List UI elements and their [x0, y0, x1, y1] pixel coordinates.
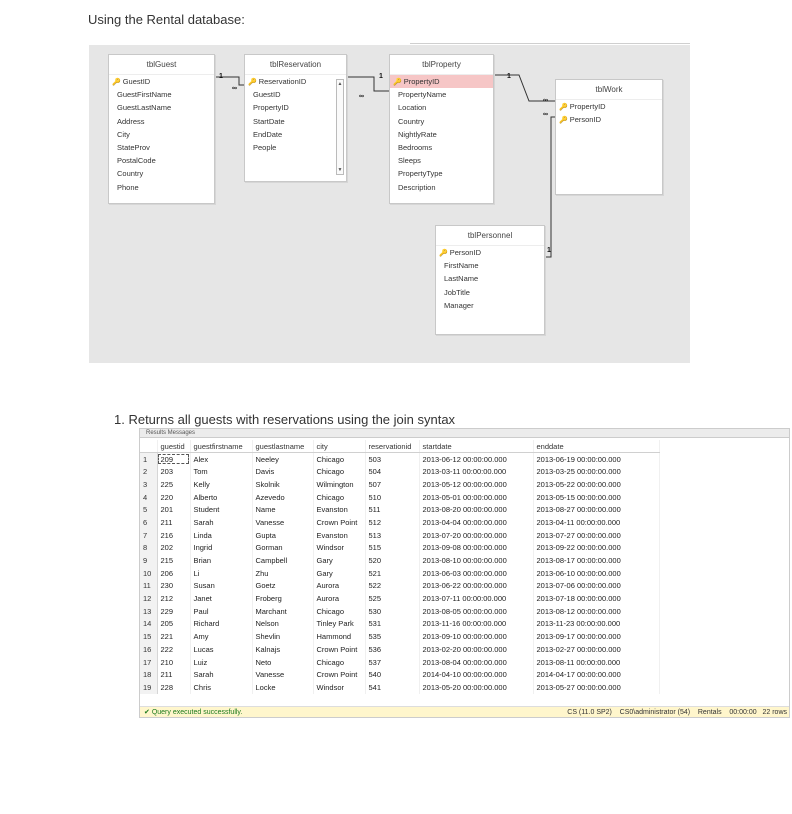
table-cell[interactable]: Alberto: [190, 491, 252, 504]
table-cell[interactable]: Alex: [190, 453, 252, 466]
database-diagram: [89, 45, 690, 363]
key-icon: 🔑: [393, 79, 402, 86]
table-cell[interactable]: 216: [157, 529, 190, 542]
field[interactable]: Phone: [117, 182, 139, 192]
table-cell[interactable]: Susan: [190, 580, 252, 593]
table-cell[interactable]: 2013-02-20 00:00:00.000: [419, 643, 533, 656]
question-text: 1. Returns all guests with reservations using the join syntax: [114, 412, 456, 427]
table-cell[interactable]: Kalnajs: [252, 643, 313, 656]
results-table: [140, 440, 660, 694]
table-cell[interactable]: 2013-07-18 00:00:00.000: [533, 592, 659, 605]
table-guest[interactable]: [108, 54, 215, 204]
status-bar: [140, 706, 789, 717]
table-row[interactable]: [140, 542, 659, 555]
table-cell[interactable]: 2013-11-16 00:00:00.000: [419, 618, 533, 631]
row-number[interactable]: 9: [140, 554, 157, 567]
table-row[interactable]: [140, 643, 659, 656]
table-cell[interactable]: Chicago: [313, 656, 365, 669]
table-cell[interactable]: Ingrid: [190, 542, 252, 555]
table-cell[interactable]: Windsor: [313, 681, 365, 694]
table-cell[interactable]: 203: [157, 465, 190, 478]
table-title: tblProperty: [390, 55, 493, 75]
rel-one-label: 1: [547, 247, 551, 254]
rel-one-label: 1: [507, 73, 511, 80]
table-cell[interactable]: 2013-07-27 00:00:00.000: [533, 529, 659, 542]
field[interactable]: Location: [398, 103, 427, 113]
table-cell[interactable]: 541: [365, 681, 419, 694]
table-cell[interactable]: 2013-02-27 00:00:00.000: [533, 643, 659, 656]
table-cell[interactable]: 531: [365, 618, 419, 631]
rel-many-label: ∞: [543, 111, 548, 118]
field-primary-key[interactable]: 🔑 PropertyID: [390, 75, 493, 88]
table-cell[interactable]: Chicago: [313, 605, 365, 618]
row-number[interactable]: 5: [140, 503, 157, 516]
table-cell[interactable]: 2014-04-10 00:00:00.000: [419, 668, 533, 681]
table-row[interactable]: [140, 503, 659, 516]
table-cell[interactable]: 2013-07-06 00:00:00.000: [533, 580, 659, 593]
table-cell[interactable]: 229: [157, 605, 190, 618]
row-number[interactable]: 3: [140, 478, 157, 491]
row-number[interactable]: 13: [140, 605, 157, 618]
table-cell[interactable]: 504: [365, 465, 419, 478]
column-header[interactable]: guestid: [157, 440, 190, 453]
rel-many-label: ∞: [543, 97, 548, 104]
table-cell[interactable]: 2013-11-23 00:00:00.000: [533, 618, 659, 631]
table-cell[interactable]: Gary: [313, 567, 365, 580]
field[interactable]: PostalCode: [117, 156, 156, 166]
table-cell[interactable]: Janet: [190, 592, 252, 605]
table-cell[interactable]: Campbell: [252, 554, 313, 567]
table-cell[interactable]: 2013-09-17 00:00:00.000: [533, 630, 659, 643]
table-row[interactable]: [140, 516, 659, 529]
table-cell[interactable]: 525: [365, 592, 419, 605]
field[interactable]: JobTitle: [444, 287, 470, 297]
row-number[interactable]: 16: [140, 643, 157, 656]
table-cell[interactable]: 536: [365, 643, 419, 656]
field[interactable]: LastName: [444, 274, 479, 284]
results-grid[interactable]: [139, 428, 790, 718]
row-number[interactable]: 7: [140, 529, 157, 542]
table-cell[interactable]: Crown Point: [313, 516, 365, 529]
scrollbar[interactable]: [336, 79, 344, 175]
table-cell[interactable]: Amy: [190, 630, 252, 643]
row-number[interactable]: 12: [140, 592, 157, 605]
row-number[interactable]: 6: [140, 516, 157, 529]
field[interactable]: StartDate: [253, 116, 285, 126]
rel-one-label: 1: [219, 73, 223, 80]
table-cell[interactable]: Neeley: [252, 453, 313, 466]
table-cell[interactable]: 2013-06-12 00:00:00.000: [419, 453, 533, 466]
table-cell[interactable]: 2013-06-19 00:00:00.000: [533, 453, 659, 466]
table-cell[interactable]: Vanesse: [252, 668, 313, 681]
table-cell[interactable]: 2013-06-10 00:00:00.000: [533, 567, 659, 580]
table-row[interactable]: [140, 529, 659, 542]
table-cell[interactable]: 2013-08-10 00:00:00.000: [419, 554, 533, 567]
table-cell[interactable]: 540: [365, 668, 419, 681]
table-cell[interactable]: 507: [365, 478, 419, 491]
row-number[interactable]: 4: [140, 491, 157, 504]
table-row[interactable]: [140, 605, 659, 618]
column-header[interactable]: reservationid: [365, 440, 419, 453]
table-cell[interactable]: Windsor: [313, 542, 365, 555]
table-cell[interactable]: 537: [365, 656, 419, 669]
table-title: tblReservation: [245, 55, 346, 75]
table-cell[interactable]: Tinley Park: [313, 618, 365, 631]
header-row: [140, 440, 659, 453]
table-cell[interactable]: Chicago: [313, 453, 365, 466]
table-row[interactable]: [140, 618, 659, 631]
table-cell[interactable]: Aurora: [313, 580, 365, 593]
table-cell[interactable]: 2013-08-20 00:00:00.000: [419, 503, 533, 516]
column-header[interactable]: city: [313, 440, 365, 453]
table-cell[interactable]: 2013-04-11 00:00:00.000: [533, 516, 659, 529]
table-cell[interactable]: Chris: [190, 681, 252, 694]
table-cell[interactable]: 530: [365, 605, 419, 618]
table-reservation[interactable]: [244, 54, 347, 182]
table-cell[interactable]: Goetz: [252, 580, 313, 593]
table-cell[interactable]: Gupta: [252, 529, 313, 542]
table-cell[interactable]: 2013-05-20 00:00:00.000: [419, 681, 533, 694]
row-number[interactable]: 17: [140, 656, 157, 669]
table-cell[interactable]: Brian: [190, 554, 252, 567]
table-cell[interactable]: Nelson: [252, 618, 313, 631]
field[interactable]: People: [253, 142, 277, 152]
field[interactable]: GuestFirstName: [117, 90, 172, 100]
field[interactable]: City: [117, 129, 130, 139]
table-cell[interactable]: 2013-05-27 00:00:00.000: [533, 681, 659, 694]
table-cell[interactable]: 206: [157, 567, 190, 580]
table-cell[interactable]: 2014-04-17 00:00:00.000: [533, 668, 659, 681]
table-cell[interactable]: Locke: [252, 681, 313, 694]
table-cell[interactable]: Linda: [190, 529, 252, 542]
table-cell[interactable]: 2013-05-12 00:00:00.000: [419, 478, 533, 491]
key-icon: 🔑: [439, 250, 448, 257]
table-cell[interactable]: 512: [365, 516, 419, 529]
table-cell[interactable]: 209: [157, 453, 190, 466]
table-cell[interactable]: 2013-06-22 00:00:00.000: [419, 580, 533, 593]
table-cell[interactable]: 211: [157, 516, 190, 529]
table-cell[interactable]: 225: [157, 478, 190, 491]
table-cell[interactable]: Evanston: [313, 529, 365, 542]
table-cell[interactable]: 2013-08-12 00:00:00.000: [533, 605, 659, 618]
table-cell[interactable]: Zhu: [252, 567, 313, 580]
table-cell[interactable]: 521: [365, 567, 419, 580]
table-cell[interactable]: Gorman: [252, 542, 313, 555]
table-row[interactable]: [140, 668, 659, 681]
table-cell[interactable]: 228: [157, 681, 190, 694]
table-cell[interactable]: Davis: [252, 465, 313, 478]
column-header[interactable]: guestlastname: [252, 440, 313, 453]
field-primary-key[interactable]: 🔑 PersonID: [559, 115, 601, 125]
table-cell[interactable]: Hammond: [313, 630, 365, 643]
scroll-down-icon[interactable]: ▼: [337, 167, 343, 173]
status-info: CS (11.0 SP2) CS0\administrator (54) Rentals 00:00:00 22 rows: [567, 709, 787, 716]
field[interactable]: Manager: [444, 300, 474, 310]
table-cell[interactable]: 210: [157, 656, 190, 669]
table-cell[interactable]: 2013-03-11 00:00:00.000: [419, 465, 533, 478]
table-row[interactable]: [140, 491, 659, 504]
row-number[interactable]: 11: [140, 580, 157, 593]
table-cell[interactable]: 2013-09-10 00:00:00.000: [419, 630, 533, 643]
table-cell[interactable]: 511: [365, 503, 419, 516]
row-number[interactable]: 15: [140, 630, 157, 643]
key-icon: 🔑: [112, 79, 121, 86]
results-body: [140, 453, 659, 694]
table-cell[interactable]: 2013-05-22 00:00:00.000: [533, 478, 659, 491]
rel-many-label: ∞: [232, 85, 237, 92]
table-cell[interactable]: 2013-07-20 00:00:00.000: [419, 529, 533, 542]
table-cell[interactable]: Chicago: [313, 491, 365, 504]
field[interactable]: PropertyID: [253, 103, 289, 113]
scroll-up-icon[interactable]: ▲: [337, 81, 343, 87]
key-icon: 🔑: [559, 104, 568, 111]
table-cell[interactable]: Shevlin: [252, 630, 313, 643]
table-row[interactable]: [140, 630, 659, 643]
table-cell[interactable]: Neto: [252, 656, 313, 669]
table-title: tblGuest: [109, 55, 214, 75]
table-cell[interactable]: 205: [157, 618, 190, 631]
row-number[interactable]: 18: [140, 668, 157, 681]
table-row[interactable]: [140, 465, 659, 478]
column-header[interactable]: enddate: [533, 440, 659, 453]
table-property[interactable]: [389, 54, 494, 204]
table-row[interactable]: [140, 453, 659, 466]
table-cell[interactable]: Student: [190, 503, 252, 516]
table-cell[interactable]: 212: [157, 592, 190, 605]
table-cell[interactable]: Wilmington: [313, 478, 365, 491]
table-row[interactable]: [140, 580, 659, 593]
check-icon: ✔: [144, 709, 150, 716]
table-row[interactable]: [140, 656, 659, 669]
table-cell[interactable]: 230: [157, 580, 190, 593]
field[interactable]: StateProv: [117, 142, 150, 152]
table-cell[interactable]: Tom: [190, 465, 252, 478]
table-cell[interactable]: Richard: [190, 618, 252, 631]
table-cell[interactable]: Gary: [313, 554, 365, 567]
rel-personnel-work: [545, 117, 555, 257]
table-cell[interactable]: 2013-08-04 00:00:00.000: [419, 656, 533, 669]
table-cell[interactable]: 2013-06-03 00:00:00.000: [419, 567, 533, 580]
table-cell[interactable]: Kelly: [190, 478, 252, 491]
field[interactable]: Bedrooms: [398, 142, 433, 152]
table-cell[interactable]: 2013-07-11 00:00:00.000: [419, 592, 533, 605]
table-cell[interactable]: 211: [157, 668, 190, 681]
table-cell[interactable]: 222: [157, 643, 190, 656]
table-row[interactable]: [140, 554, 659, 567]
field[interactable]: Country: [117, 169, 144, 179]
table-cell[interactable]: 2013-08-27 00:00:00.000: [533, 503, 659, 516]
table-cell[interactable]: 2013-08-17 00:00:00.000: [533, 554, 659, 567]
table-cell[interactable]: 2013-03-25 00:00:00.000: [533, 465, 659, 478]
table-row[interactable]: [140, 592, 659, 605]
field[interactable]: GuestLastName: [117, 103, 172, 113]
field[interactable]: Address: [117, 116, 145, 126]
field[interactable]: EndDate: [253, 129, 283, 139]
key-icon: 🔑: [248, 79, 257, 86]
table-cell[interactable]: 201: [157, 503, 190, 516]
page-heading: Using the Rental database:: [88, 12, 245, 27]
row-number[interactable]: 19: [140, 681, 157, 694]
column-header[interactable]: guestfirstname: [190, 440, 252, 453]
table-cell[interactable]: 510: [365, 491, 419, 504]
rel-many-label: ∞: [359, 93, 364, 100]
table-cell[interactable]: Lucas: [190, 643, 252, 656]
table-cell[interactable]: Crown Point: [313, 643, 365, 656]
table-cell[interactable]: 522: [365, 580, 419, 593]
table-cell[interactable]: Luiz: [190, 656, 252, 669]
table-cell[interactable]: Sarah: [190, 668, 252, 681]
field-primary-key[interactable]: 🔑 PersonID: [439, 248, 481, 257]
field[interactable]: FirstName: [444, 261, 479, 271]
table-cell[interactable]: Froberg: [252, 592, 313, 605]
table-cell[interactable]: 2013-08-05 00:00:00.000: [419, 605, 533, 618]
field[interactable]: Description: [398, 182, 436, 192]
table-cell[interactable]: 202: [157, 542, 190, 555]
table-cell[interactable]: Li: [190, 567, 252, 580]
table-cell[interactable]: 535: [365, 630, 419, 643]
table-cell[interactable]: 220: [157, 491, 190, 504]
key-icon: 🔑: [559, 117, 568, 125]
field[interactable]: Sleeps: [398, 156, 421, 166]
row-number[interactable]: 8: [140, 542, 157, 555]
table-row[interactable]: [140, 478, 659, 491]
table-cell[interactable]: 2013-05-15 00:00:00.000: [533, 491, 659, 504]
row-number[interactable]: 14: [140, 618, 157, 631]
column-header[interactable]: startdate: [419, 440, 533, 453]
field[interactable]: Country: [398, 116, 425, 126]
table-cell[interactable]: Chicago: [313, 465, 365, 478]
table-cell[interactable]: 515: [365, 542, 419, 555]
table-cell[interactable]: 2013-08-11 00:00:00.000: [533, 656, 659, 669]
table-work[interactable]: [555, 79, 663, 195]
table-cell[interactable]: Name: [252, 503, 313, 516]
table-cell[interactable]: Evanston: [313, 503, 365, 516]
table-cell[interactable]: Vanesse: [252, 516, 313, 529]
field-primary-key[interactable]: 🔑 ReservationID: [248, 77, 307, 86]
table-cell[interactable]: 2013-09-08 00:00:00.000: [419, 542, 533, 555]
table-cell[interactable]: 513: [365, 529, 419, 542]
row-number[interactable]: 10: [140, 567, 157, 580]
table-cell[interactable]: 221: [157, 630, 190, 643]
table-cell[interactable]: Paul: [190, 605, 252, 618]
table-cell[interactable]: Skolnik: [252, 478, 313, 491]
table-cell[interactable]: 2013-05-01 00:00:00.000: [419, 491, 533, 504]
table-cell[interactable]: Sarah: [190, 516, 252, 529]
table-personnel[interactable]: [435, 225, 545, 335]
table-cell[interactable]: 2013-09-22 00:00:00.000: [533, 542, 659, 555]
table-cell[interactable]: Azevedo: [252, 491, 313, 504]
row-number[interactable]: 1: [140, 453, 157, 466]
table-row[interactable]: [140, 567, 659, 580]
row-number-header: [140, 440, 157, 453]
rel-one-label: 1: [379, 73, 383, 80]
field[interactable]: PropertyType: [398, 169, 443, 179]
table-row[interactable]: [140, 681, 659, 694]
field-primary-key[interactable]: 🔑 GuestID: [112, 77, 151, 86]
results-tabs[interactable]: Results Messages: [140, 429, 789, 438]
table-cell[interactable]: 520: [365, 554, 419, 567]
field[interactable]: PropertyName: [398, 90, 447, 100]
row-number[interactable]: 2: [140, 465, 157, 478]
table-cell[interactable]: Marchant: [252, 605, 313, 618]
table-cell[interactable]: Aurora: [313, 592, 365, 605]
divider: [410, 43, 690, 44]
field-primary-key[interactable]: 🔑 PropertyID: [559, 102, 606, 111]
table-title: tblWork: [556, 80, 662, 100]
table-cell[interactable]: 2013-04-04 00:00:00.000: [419, 516, 533, 529]
table-title: tblPersonnel: [436, 226, 544, 246]
field[interactable]: NightlyRate: [398, 129, 437, 139]
table-cell[interactable]: Crown Point: [313, 668, 365, 681]
status-message: ✔ Query executed successfully.: [144, 709, 243, 716]
field[interactable]: GuestID: [253, 90, 281, 100]
table-cell[interactable]: 215: [157, 554, 190, 567]
table-cell[interactable]: 503: [365, 453, 419, 466]
